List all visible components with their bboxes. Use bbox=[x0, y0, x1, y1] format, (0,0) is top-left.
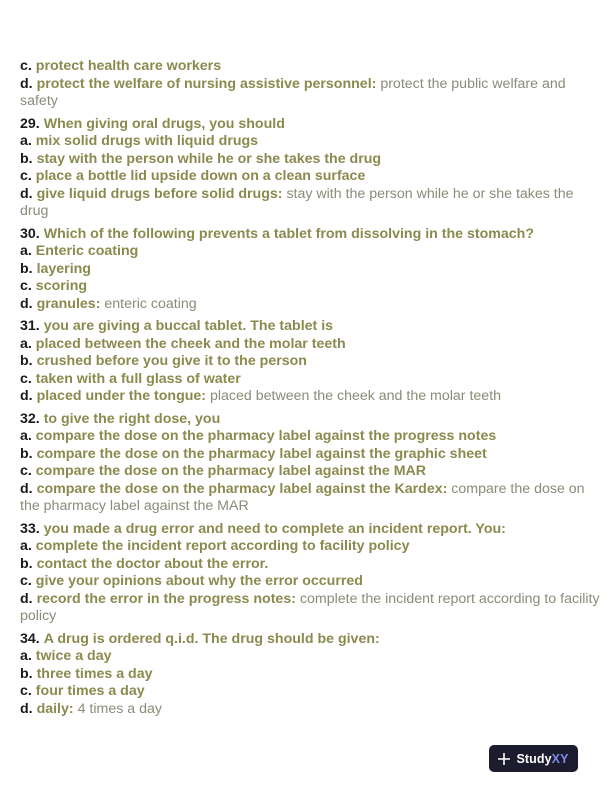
option-line bbox=[20, 243, 605, 261]
question-line bbox=[20, 411, 605, 429]
option-label: d. bbox=[20, 388, 33, 404]
option-text: protect the welfare of nursing assistive personnel: bbox=[36, 75, 377, 92]
option-label: d. bbox=[20, 75, 33, 92]
option-line bbox=[20, 428, 605, 446]
answer-text: enteric coating bbox=[104, 295, 197, 312]
option-label: a. bbox=[20, 133, 32, 149]
brand-name-xy: XY bbox=[551, 751, 569, 766]
option-text: placed under the tongue: bbox=[36, 388, 207, 404]
question-text: A drug is ordered q.i.d. The drug should be given: bbox=[43, 630, 380, 647]
option-line bbox=[20, 151, 605, 169]
option-label: a. bbox=[20, 538, 32, 554]
option-text: contact the doctor about the error. bbox=[36, 555, 269, 572]
option-line bbox=[20, 371, 605, 389]
option-label: b. bbox=[20, 260, 33, 277]
answer-text: placed between the cheek and the molar teeth bbox=[209, 388, 502, 404]
option-text: compare the dose on the pharmacy label against the Kardex: bbox=[36, 480, 448, 497]
option-text: daily: bbox=[36, 700, 74, 717]
option-text: three times a day bbox=[36, 665, 153, 682]
option-text: complete the incident report according to facility policy bbox=[35, 538, 410, 554]
option-text: compare the dose on the pharmacy label against the MAR bbox=[35, 463, 427, 479]
question-text: you made a drug error and need to complete an incident report. You: bbox=[43, 520, 506, 537]
option-line bbox=[20, 186, 605, 221]
question-text: you are giving a buccal tablet. The tablet is bbox=[43, 318, 334, 334]
option-line bbox=[20, 573, 605, 591]
option-text: protect health care workers bbox=[35, 58, 222, 74]
question-text: to give the right dose, you bbox=[43, 410, 221, 427]
option-text: Enteric coating bbox=[35, 243, 139, 259]
option-label: c. bbox=[20, 463, 32, 479]
option-text: layering bbox=[36, 260, 91, 277]
option-line bbox=[20, 133, 605, 151]
option-label: c. bbox=[20, 58, 32, 74]
option-text: placed between the cheek and the molar teeth bbox=[35, 335, 346, 352]
option-text: stay with the person while he or she takes the drug bbox=[36, 150, 382, 167]
option-text: give your opinions about why the error occurred bbox=[35, 573, 363, 589]
option-label: d. bbox=[20, 590, 33, 607]
option-line bbox=[20, 591, 605, 626]
option-text: scoring bbox=[35, 278, 88, 294]
question-line bbox=[20, 116, 605, 134]
option-line bbox=[20, 446, 605, 464]
option-line bbox=[20, 388, 605, 406]
option-text: taken with a full glass of water bbox=[35, 370, 241, 387]
option-label: b. bbox=[20, 555, 33, 572]
option-label: c. bbox=[20, 573, 32, 589]
option-label: b. bbox=[20, 665, 33, 682]
option-text: give liquid drugs before solid drugs: bbox=[36, 185, 283, 202]
option-label: a. bbox=[20, 648, 32, 664]
answer-text: stay with the person while he or she takes the drug bbox=[20, 185, 574, 219]
option-label: d. bbox=[20, 295, 33, 312]
option-text: place a bottle lid upside down on a clean surface bbox=[35, 168, 366, 184]
option-text: twice a day bbox=[35, 648, 112, 664]
option-text: granules: bbox=[36, 295, 101, 312]
answer-text: protect the public welfare and safety bbox=[20, 75, 566, 109]
option-line bbox=[20, 353, 605, 371]
option-line bbox=[20, 701, 605, 719]
option-line bbox=[20, 666, 605, 684]
question-line bbox=[20, 631, 605, 649]
studyxy-badge[interactable] bbox=[489, 745, 578, 772]
option-line bbox=[20, 648, 605, 666]
document-body bbox=[20, 58, 605, 718]
question-number: 33. bbox=[20, 520, 40, 537]
option-line bbox=[20, 683, 605, 701]
option-label: a. bbox=[20, 335, 32, 352]
option-line bbox=[20, 261, 605, 279]
option-line bbox=[20, 556, 605, 574]
option-line bbox=[20, 538, 605, 556]
option-label: c. bbox=[20, 278, 32, 294]
answer-text: compare the dose on the pharmacy label against the MAR bbox=[20, 480, 585, 514]
question-number: 31. bbox=[20, 318, 40, 334]
option-label: d. bbox=[20, 480, 33, 497]
brand-name bbox=[516, 752, 568, 766]
option-line bbox=[20, 58, 605, 76]
option-label: a. bbox=[20, 428, 32, 444]
option-text: crushed before you give it to the person bbox=[36, 353, 307, 369]
option-line bbox=[20, 278, 605, 296]
plus-icon bbox=[498, 753, 510, 765]
option-text: record the error in the progress notes: bbox=[36, 590, 296, 607]
option-label: a. bbox=[20, 243, 32, 259]
option-line bbox=[20, 76, 605, 111]
brand-name-study: Study bbox=[516, 751, 552, 766]
answer-text: complete the incident report according to facility policy bbox=[20, 590, 600, 624]
option-text: mix solid drugs with liquid drugs bbox=[35, 133, 259, 149]
question-number: 32. bbox=[20, 410, 40, 427]
option-label: b. bbox=[20, 353, 33, 369]
question-text: Which of the following prevents a tablet from dissolving in the stomach? bbox=[43, 225, 534, 242]
option-text: four times a day bbox=[35, 683, 145, 699]
question-number: 34. bbox=[20, 630, 40, 647]
option-line bbox=[20, 336, 605, 354]
option-label: d. bbox=[20, 700, 33, 717]
option-label: b. bbox=[20, 445, 33, 462]
option-line bbox=[20, 481, 605, 516]
question-number: 30. bbox=[20, 225, 40, 242]
question-number: 29. bbox=[20, 115, 40, 132]
option-line bbox=[20, 168, 605, 186]
question-line bbox=[20, 226, 605, 244]
option-text: compare the dose on the pharmacy label against the progress notes bbox=[35, 428, 497, 444]
question-text: When giving oral drugs, you should bbox=[43, 115, 285, 132]
option-line bbox=[20, 463, 605, 481]
option-text: compare the dose on the pharmacy label against the graphic sheet bbox=[36, 445, 487, 462]
option-label: d. bbox=[20, 185, 33, 202]
option-label: c. bbox=[20, 370, 32, 387]
question-line bbox=[20, 521, 605, 539]
question-line bbox=[20, 318, 605, 336]
answer-text: 4 times a day bbox=[77, 700, 162, 717]
option-label: c. bbox=[20, 683, 32, 699]
option-label: c. bbox=[20, 168, 32, 184]
option-label: b. bbox=[20, 150, 33, 167]
option-line bbox=[20, 296, 605, 314]
